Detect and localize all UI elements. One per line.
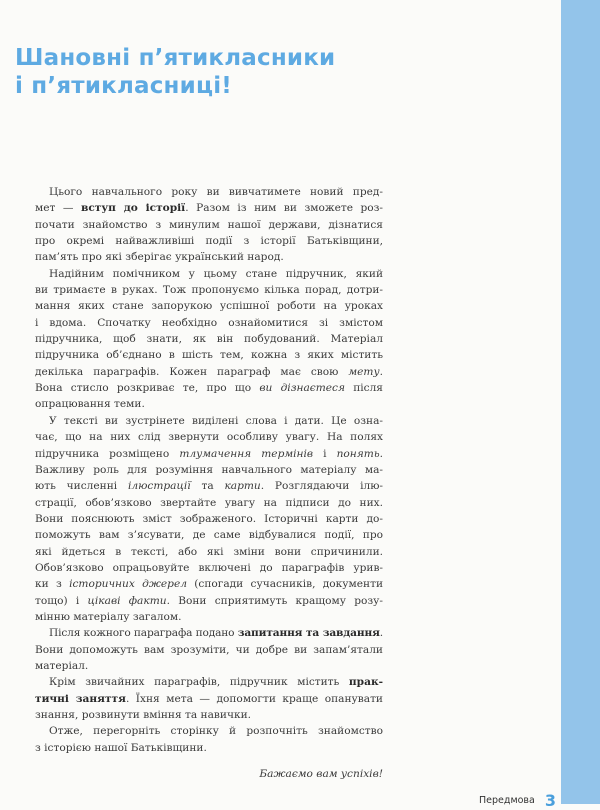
text-line [35, 446, 383, 462]
text-segment: пам’ять про які зберігає український народ. [35, 251, 284, 264]
text-segment: Надійним помічником у цьому стане підручник, який [49, 267, 383, 280]
paragraph [35, 413, 383, 625]
text-line [35, 217, 383, 233]
text-segment: та [190, 480, 225, 493]
paragraph [35, 184, 383, 266]
paragraph [35, 674, 383, 723]
text-line [35, 184, 383, 200]
text-segment: декілька параграфів. Кожен параграф має свою [35, 365, 349, 378]
text-segment: матеріал. [35, 659, 89, 672]
text-segment: Вони допоможуть вам зрозуміти, чи добре ви запам’ятали [35, 643, 383, 656]
page-title [15, 44, 555, 100]
text-line [35, 544, 383, 560]
text-segment: і вдома. Спочатку необхідно ознайомитися зі змістом [35, 316, 383, 329]
text-segment: Крім звичайних параграфів, підручник містить [49, 676, 349, 689]
paragraph [35, 625, 383, 674]
text-segment: . Вони сприятимуть кращому розу- [166, 594, 383, 607]
text-segment: Отже, перегорніть сторінку й розпочніть знайомство [49, 725, 383, 738]
text-line [35, 723, 383, 739]
text-segment: У тексті ви зустрінете виділені слова і дати. Це озна- [49, 414, 383, 427]
italic-term: понять [336, 447, 380, 460]
text-line [35, 266, 383, 282]
text-segment: чає, що на них слід звернути особливу увагу. На полях [35, 431, 383, 444]
text-line [35, 609, 383, 625]
text-line [35, 462, 383, 478]
bold-term: прак- [348, 676, 383, 689]
text-line [35, 233, 383, 249]
page-number: 3 [544, 790, 556, 810]
text-line [35, 396, 383, 412]
text-segment: (спогади сучасників, документи [186, 578, 384, 591]
text-line [35, 576, 383, 592]
text-segment: тощо) і [35, 594, 88, 607]
text-segment: Вони пояснюють зміст зображеного. Історичні карти до- [35, 512, 383, 525]
text-line [35, 413, 383, 429]
text-segment: Обов’язково опрацьовуйте включені до параграфів урив- [35, 561, 383, 574]
text-line [35, 593, 383, 609]
text-segment: . [379, 447, 383, 460]
side-color-stripe [561, 0, 600, 804]
title-line-1: Шановні п’ятикласники [15, 45, 336, 71]
text-line [35, 380, 383, 396]
bold-term: запитання та завдання [237, 627, 380, 640]
text-line [35, 429, 383, 445]
italic-term: карти [224, 480, 261, 493]
paragraph [35, 723, 383, 756]
text-segment: і [313, 447, 337, 460]
text-line [35, 674, 383, 690]
italic-term: цікаві факти [87, 594, 167, 607]
text-line [35, 331, 383, 347]
text-segment: ви тримаєте в руках. Тож пропонуємо кілька порад, дотри- [35, 284, 383, 297]
text-line [35, 282, 383, 298]
text-segment: підручника розміщено [35, 447, 180, 460]
title-line-2: і п’ятикласниці! [15, 73, 232, 99]
text-segment: ють численні [35, 480, 128, 493]
text-segment: мет — [35, 202, 81, 215]
page-footer [420, 790, 556, 810]
text-line [35, 707, 383, 723]
text-line [35, 642, 383, 658]
text-segment: опрацювання теми. [35, 398, 145, 411]
text-line [35, 364, 383, 380]
text-segment: Вона стисло розкриває те, про що [35, 382, 260, 395]
italic-term: тлумачення термінів [179, 447, 314, 460]
text-segment: страції, обов’язково звертайте увагу на підписи до них. [35, 496, 383, 509]
text-line [35, 298, 383, 314]
preface-body [35, 184, 383, 756]
text-line [35, 658, 383, 674]
text-line [35, 511, 383, 527]
text-segment: після [344, 382, 383, 395]
text-segment: знання, розвинути вміння та навички. [35, 709, 252, 721]
text-segment: . Разом із ним ви зможете роз- [185, 202, 383, 215]
text-segment: ки з [35, 578, 70, 591]
text-segment: підручника об’єднано в шість тем, кожна з яких містить [35, 349, 383, 362]
text-segment: . [379, 627, 383, 640]
text-segment: які йдеться в тексті, або які зміни вони спричинили. [35, 545, 383, 558]
section-label: Передмова [479, 794, 535, 806]
italic-term: ви дізнаєтеся [259, 382, 345, 395]
text-segment: Цього навчального року ви вивчатимете новий пред- [49, 186, 383, 198]
signature: Бажаємо вам успіхів! [259, 768, 383, 780]
text-line [35, 560, 383, 576]
text-segment: Важливу роль для розуміння навчального матеріалу ма- [35, 463, 383, 476]
text-segment: про окремі найважливіші події з історії Батьківщини, [35, 235, 383, 248]
text-segment: почати знайомство з минулим нашої держави, дізнатися [35, 218, 383, 231]
italic-term: історичних джерел [69, 578, 187, 591]
text-line [35, 527, 383, 543]
text-line [35, 200, 383, 216]
text-segment: поможуть вам з’ясувати, де саме відбувалися події, про [35, 529, 383, 542]
text-line [35, 249, 383, 265]
bold-term: вступ до історії [80, 202, 186, 215]
text-segment: підручника, щоб знати, як він побудований. Матеріал [35, 333, 383, 346]
text-line [35, 495, 383, 511]
text-segment: з історією нашої Батьківщини. [35, 741, 207, 754]
italic-term: ілюстрації [127, 480, 191, 493]
text-line [35, 478, 383, 494]
text-segment: мання яких стане запорукою успішної роботи на уроках [35, 300, 383, 313]
text-line [35, 740, 383, 756]
text-segment: Після кожного параграфа подано [49, 627, 238, 640]
text-segment: мінню матеріалу загалом. [35, 610, 182, 623]
text-line [35, 625, 383, 641]
text-segment: . Розглядаючи ілю- [260, 480, 384, 493]
text-line [35, 315, 383, 331]
text-segment: . [379, 365, 383, 378]
text-line [35, 691, 383, 707]
text-segment: . Їхня мета — допомогти краще опанувати [125, 692, 383, 705]
paragraph [35, 266, 383, 413]
text-line [35, 347, 383, 363]
bold-term: тичні заняття [35, 692, 126, 705]
italic-term: мету [348, 365, 380, 378]
